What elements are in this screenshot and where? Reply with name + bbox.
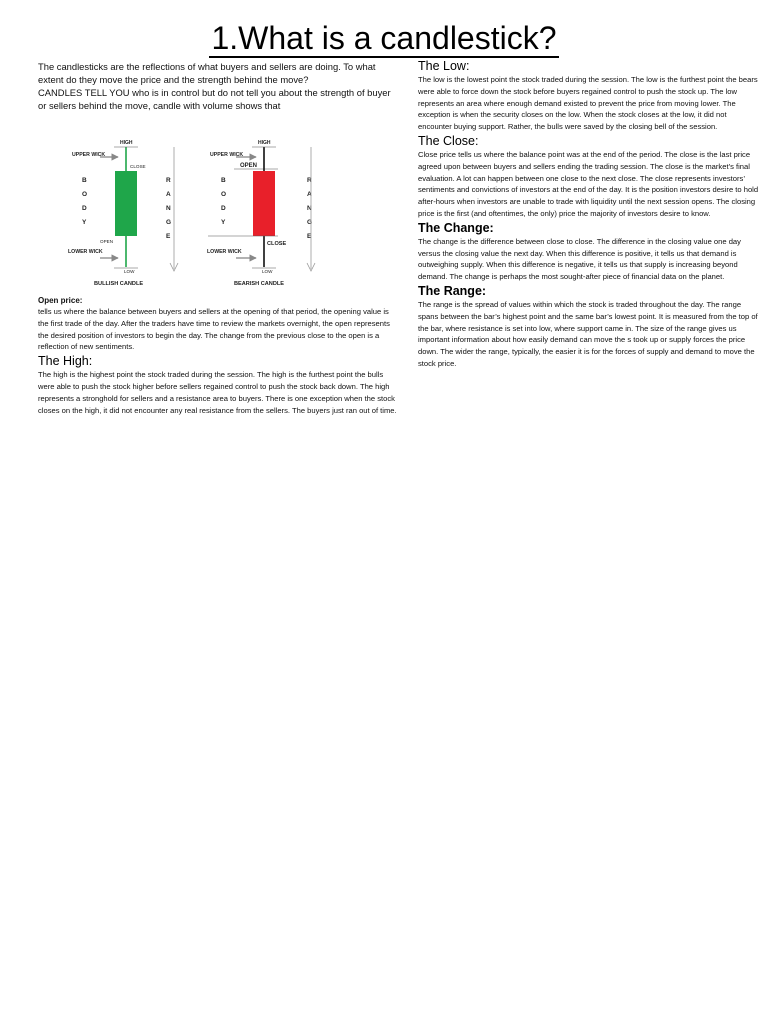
bullish-range-letter-e: E [166, 233, 171, 240]
bullish-body-letter-b: B [82, 177, 87, 184]
bearish-body-letter-d: D [221, 205, 226, 212]
bearish-caption: BEARISH CANDLE [234, 281, 285, 287]
bearish-close-label: CLOSE [267, 241, 287, 247]
bearish-high-label: HIGH [258, 140, 271, 146]
bullish-body-letter-y: Y [82, 219, 87, 226]
right-column [418, 58, 760, 370]
bearish-lower-wick-label: LOWER WICK [207, 249, 242, 255]
high-heading: The High: [38, 354, 93, 369]
high-text: The high is the highest point the stock traded during the session. The high is the furthest point the bulls were able to push the stock higher before sellers regained control to push the stock back down. The high represents a stronghold for sellers and a resistance area to buyers. There is one exception when the stock closes on the high, it did not encounter any real resistance from the sellers. The buyers just ran out of time. [38, 370, 397, 415]
range-heading: The Range: [418, 283, 487, 298]
candlestick-diagram [38, 139, 398, 291]
low-text: The low is the lowest point the stock traded during the session. The low is the furthest point the bears were able to force down the stock before buyers regained control to push the stock up. The low represents an area where enough demand existed to prevent the price from moving lower. The exception is when the security closes on the low. When the stock closes at the low, it did not encounter buying support. Rather, the bulls were saved by the closing bell of the session. [418, 75, 758, 132]
bearish-range-letter-n: N [307, 205, 312, 212]
close-heading: The Close: [418, 133, 479, 148]
bullish-body-letter-o: O [82, 191, 88, 198]
bearish-range-letter-a: A [307, 191, 312, 198]
bearish-body-letter-b: B [221, 177, 226, 184]
bullish-caption: BULLISH CANDLE [94, 281, 144, 287]
range-text: The range is the spread of values within which the stock is traded throughout the day. The range spans between the bar’s highest point and the same bar’s lowest point. It is measured from the top of the bar, where resistance is set into low, where support came in. The size of the range gives us important information about how easily demand can move the s took up or supply forces the price down. The wider the range, typically, the easier it is for the forces of supply and demand to move the stock price. [418, 299, 758, 368]
bullish-candle-figure [68, 140, 178, 287]
page-title [0, 18, 768, 58]
candlestick-diagram-svg [38, 139, 398, 291]
bullish-body [115, 171, 137, 236]
bearish-open-label: OPEN [240, 163, 258, 169]
bullish-close-label: CLOSE [130, 164, 146, 169]
change-text: The change is the difference between close to close. The difference in the closing value one day versus the closing value the next day. When this difference is positive, it tells us that demand is outweighing supply. When this difference is negative, it tells us that supply is increasing beyond demand. The change is perhaps the most sought-after piece of financial data on the planet. [418, 236, 741, 282]
bearish-upper-wick-label: UPPER WICK [210, 152, 244, 158]
bearish-candle-figure [207, 140, 315, 287]
bullish-lower-wick-label: LOWER WICK [68, 249, 103, 255]
bearish-range-letter-r: R [307, 177, 312, 184]
bearish-body-letter-y: Y [221, 219, 226, 226]
bearish-low-label: LOW [262, 269, 273, 274]
close-text: Close price tells us where the balance point was at the end of the period. The close is the last price agreed upon between buyers and sellers ending the trading session. The close is the market’s final evaluation. A lot can happen between one close to the next close. The close represents investors’ sentiments and convictions of investors at the end of the day. It is the position investors desire to hold after-hours when investors are unable to trade with liquidity until the next session opens. The closing price is the first (and oftentimes, the only) price the majority of investors desire to know. [418, 149, 759, 218]
bullish-body-letter-d: D [82, 205, 87, 212]
intro-line-2: CANDLES TELL YOU who is in control but do not tell you about the strength of buyer or sellers behind the move, candle with volume shows that [38, 87, 391, 111]
intro-paragraph [38, 60, 398, 112]
page-title-text: 1.What is a candlestick? [211, 20, 557, 56]
bearish-range-letter-g: G [307, 219, 313, 226]
bullish-range-letter-a: A [166, 191, 171, 198]
left-column [38, 60, 398, 416]
bullish-range-letter-r: R [166, 177, 171, 184]
bearish-body [253, 171, 275, 236]
bullish-upper-wick-label: UPPER WICK [72, 152, 106, 158]
bullish-range-letter-g: G [166, 219, 172, 226]
bearish-body-letter-o: O [221, 191, 227, 198]
low-heading: The Low: [418, 59, 470, 73]
open-price-text: tells us where the balance between buyers and sellers at the opening of that period, the opening value is the first trade of the day. After the traders have time to review the markets overnight, the open represents the desired position of investors to begin the day. The change from the previous close to the open is a reflection of new sentiments. [38, 307, 390, 352]
open-price-heading: Open price: [38, 296, 83, 305]
change-heading: The Change: [418, 220, 494, 235]
bullish-range-letter-n: N [166, 205, 171, 212]
bullish-high-label: HIGH [120, 140, 133, 146]
bullish-low-label: LOW [124, 269, 135, 274]
intro-line-1: The candlesticks are the reflections of what buyers and sellers are doing. To what extent do they move the price and the strength behind the move? [38, 61, 376, 85]
bullish-open-label: OPEN [100, 239, 114, 244]
bearish-range-letter-e: E [307, 233, 312, 240]
